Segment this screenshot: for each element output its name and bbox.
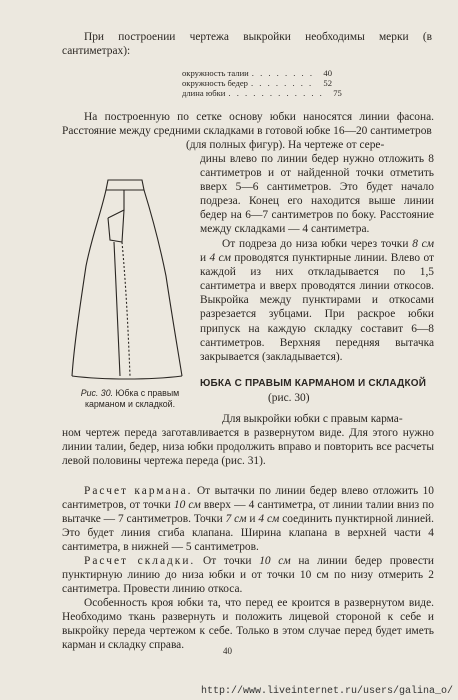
section-heading: ЮБКА С ПРАВЫМ КАРМАНОМ И СКЛАДКОЙ <box>200 378 427 389</box>
figure-caption-text: Юбка с правым карманом и складкой. <box>84 388 180 409</box>
measurement-value: 75 <box>333 88 342 98</box>
paragraph-2-rest: проводятся пунктирные линии. Влево от каждой из них откладывается по 1,5 сантиметра и вверх проводятся линии откосов. Выкройка между пунктирами и откосами разрезается зубцами. При раскрое юбки припуск на каждую складку составит 6—8 сантиметров. Верхняя передняя вытачка закрывается (закладывается). <box>200 252 434 363</box>
measurement-label: окружность бедер <box>182 78 248 88</box>
paragraph-1-narrow: дины влево по линии бедер нужно отложить 8 сантиметров и от найденной точки отметить вверх 5—6 сантиметров. Это будет начало подреза. Конец его находится выше линии бедер на 6—7 сантиметров по боку. Расстояние между складками — 4 сантиметра. <box>200 153 434 236</box>
skirt-left-edge <box>72 190 106 376</box>
pocket-calculation <box>62 484 434 554</box>
measure-10cm: 10 см <box>173 499 201 512</box>
measure-8cm: 8 см <box>412 238 434 250</box>
figure-label: Рис. 30. <box>80 388 114 398</box>
measure-4cm: 4 см <box>258 513 280 526</box>
closing-paragraph: Особенность кроя юбки та, что перед ее кроится в развернутом виде. Необходимо ткань развернуть и положить лицевой стороной к себе и выкройку переда чертежом к себе. Только в этом случае перед будет иметь карман и складку справа. <box>62 597 434 652</box>
paragraph-2-lead: От подреза до низа юбки через точки <box>222 238 409 250</box>
paragraph-3-narrow: Для выкройки юбки с правым карма- <box>222 413 403 425</box>
pocket-calc-text: От вытачки по линии бедер влево отложить 10 сантиметров, от точки <box>62 485 434 512</box>
paragraph-3-full: ном чертеж переда заготавливается в развернутом виде. Для этого нужно линии талии, бедер, низа юбки продолжить вправо и повторить все расчеты левой половины чертежа переда (рис. 31). <box>62 427 434 468</box>
page-number: 40 <box>223 646 232 656</box>
measurement-row <box>182 78 332 88</box>
measurement-label: длина юбки <box>182 88 226 98</box>
measure-4cm: 4 см <box>209 252 231 265</box>
pocket-flap <box>108 210 124 242</box>
fold-line <box>122 242 130 376</box>
paragraph-2-and: и <box>200 252 207 265</box>
pocket-flap-line <box>108 190 124 218</box>
paragraph-1-full: На построенную по сетке основу юбки наносятся линии фасона. Расстояние между средними складками в готовой юбке 16—20 сантиметров <box>62 111 434 138</box>
measurement-value: 52 <box>323 78 332 88</box>
fold-calc-title: Расчет складки. <box>84 555 196 567</box>
pocket-calc-title: Расчет кармана. <box>84 485 193 497</box>
section-heading-reference: (рис. 30) <box>268 392 310 404</box>
waistband-shape <box>106 180 144 190</box>
leader-dots: . . . . . . . . . . . . <box>228 88 324 98</box>
skirt-right-edge <box>144 190 182 376</box>
paragraph-2 <box>200 237 434 364</box>
leader-dots: . . . . . . . . <box>250 78 314 88</box>
pocket-calc-text: и <box>249 513 256 526</box>
skirt-illustration <box>64 176 194 386</box>
footer-url: http://www.liveinternet.ru/users/galina_o/ <box>201 686 454 697</box>
fold-edge <box>114 242 120 376</box>
intro-paragraph: При построении чертежа выкройки необходимы мерки (в сантиметрах): <box>62 31 432 58</box>
fold-calc-text: на линии бедер провести пунктирную линию до низа юбки и от точки 10 см по низу отмерить 2 сантиметра. Провести линию откоса. <box>62 555 434 596</box>
measure-7cm: 7 см <box>225 513 247 526</box>
skirt-hem <box>72 376 182 379</box>
measurement-label: окружность талии <box>182 68 249 78</box>
measure-10cm: 10 см <box>259 555 291 567</box>
pocket-calc-text: вверх — 4 сантиметра, от линии талии вниз по вытачке — 7 сантиметров. Точки <box>62 499 434 526</box>
measurement-row <box>182 68 332 78</box>
measurement-row <box>182 88 342 98</box>
fold-calculation <box>62 554 434 596</box>
measurements-list <box>182 68 342 98</box>
measurement-value: 40 <box>323 68 332 78</box>
pocket-calc-text: соединить пунктирной линией. Это будет линия сгиба клапана. Ширина клапана в верхней части 4 сантиметра, в нижней — 5 сантиметров. <box>62 513 434 554</box>
paragraph-1-line-tail: (для полных фигур). На чертеже от сере- <box>186 139 385 151</box>
figure-caption <box>62 388 198 410</box>
fold-calc-text: От точки <box>202 555 252 567</box>
leader-dots: . . . . . . . . <box>251 68 314 78</box>
